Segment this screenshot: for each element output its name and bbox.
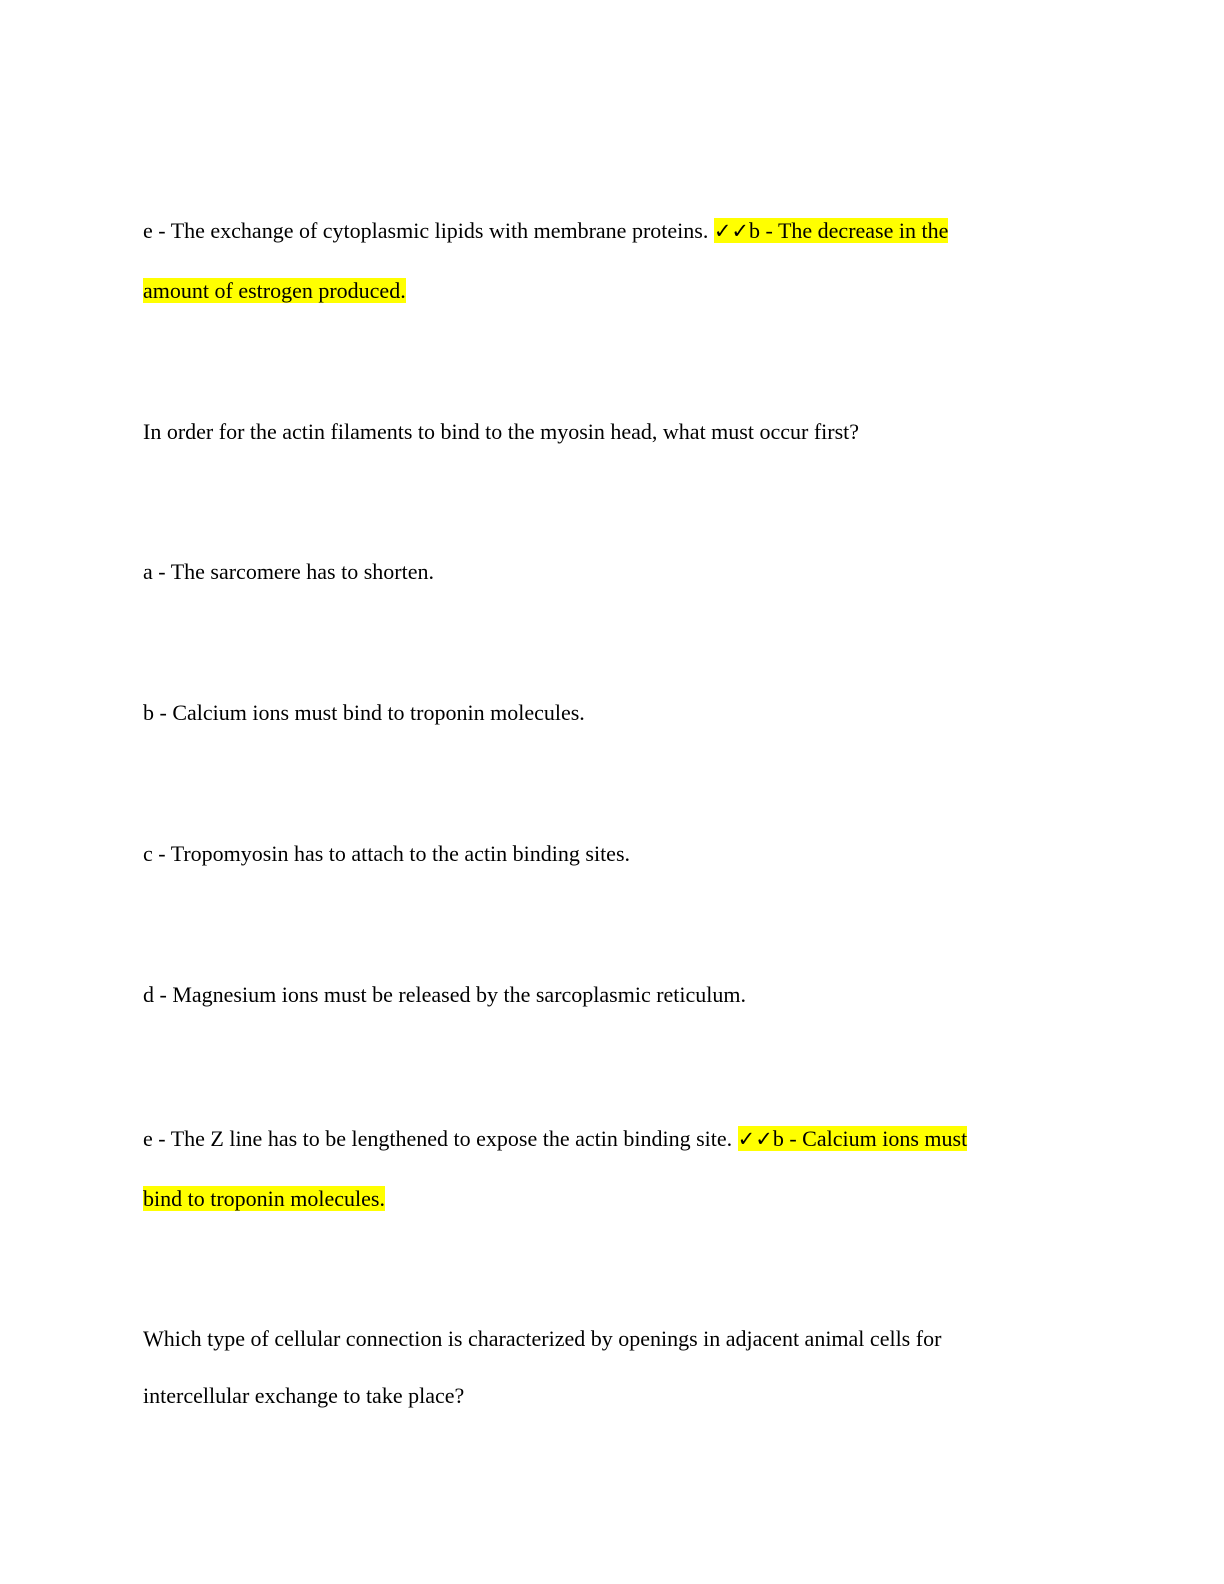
- option-text: e - The exchange of cytoplasmic lipids with membrane proteins.: [143, 218, 709, 243]
- answer-text: amount of estrogen produced.: [143, 278, 406, 303]
- answer-continuation: [143, 1184, 385, 1214]
- question-text-line-1: Which type of cellular connection is characterized by openings in adjacent animal cells for: [143, 1326, 942, 1351]
- option-e-line-1: [143, 1124, 967, 1154]
- double-check-icon: ✓✓: [737, 1127, 773, 1151]
- option-b: b - Calcium ions must bind to troponin molecules.: [143, 700, 585, 725]
- question-text-line-2: intercellular exchange to take place?: [143, 1383, 465, 1408]
- answer-continuation: [143, 276, 406, 306]
- answer-text: bind to troponin molecules.: [143, 1186, 385, 1211]
- answer-highlight: [714, 218, 949, 243]
- option-e: e - The Z line has to be lengthened to expose the actin binding site.: [143, 1126, 733, 1151]
- option-a: a - The sarcomere has to shorten.: [143, 559, 434, 584]
- option-d: d - Magnesium ions must be released by the sarcoplasmic reticulum.: [143, 982, 747, 1007]
- option-c: c - Tropomyosin has to attach to the actin binding sites.: [143, 841, 631, 866]
- option-e-line-1: [143, 216, 948, 246]
- question-text: In order for the actin filaments to bind to the myosin head, what must occur first?: [143, 419, 860, 444]
- answer-highlight: [738, 1126, 968, 1151]
- double-check-icon: ✓✓: [713, 219, 750, 243]
- answer-text: b - Calcium ions must: [772, 1126, 968, 1151]
- answer-text: b - The decrease in the: [749, 218, 949, 243]
